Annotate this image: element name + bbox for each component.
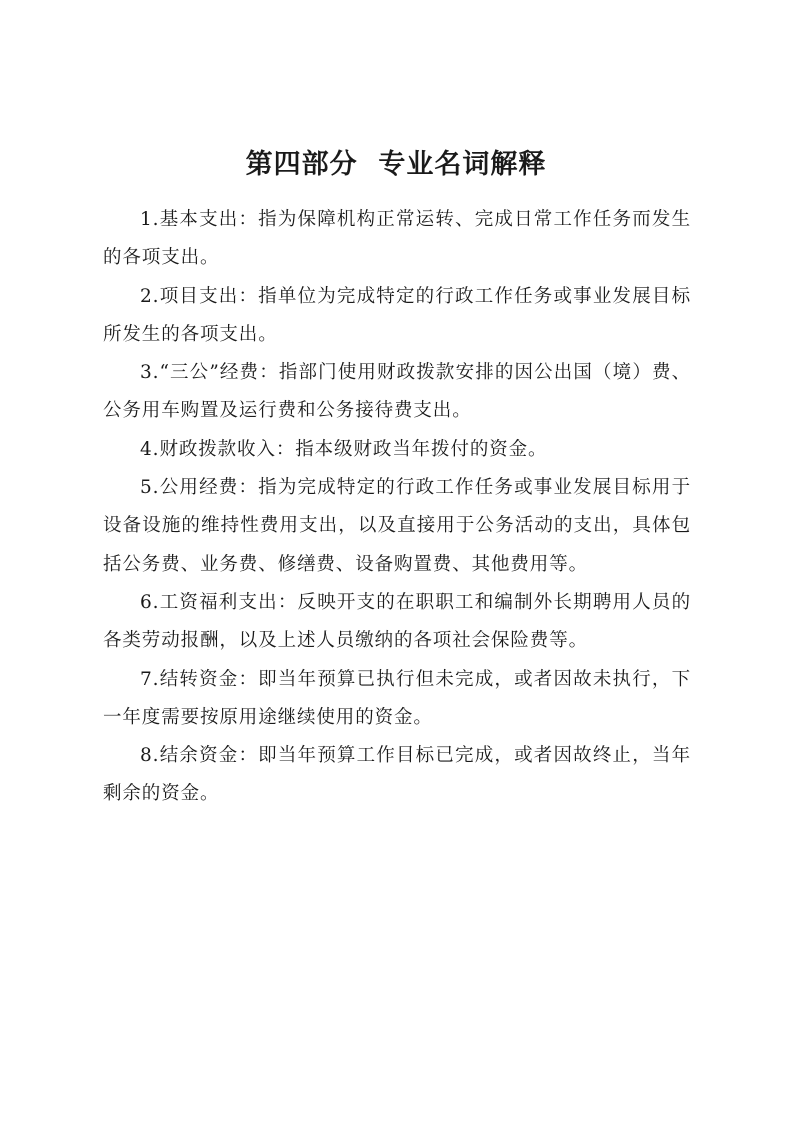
- glossary-item-surplus-funds: 8.结余资金：即当年预算工作目标已完成，或者因故终止，当年剩余的资金。: [103, 745, 691, 805]
- glossary-body: [103, 201, 691, 814]
- glossary-item-salary-welfare-expenditure: 6.工资福利支出：反映开支的在职职工和编制外长期聘用人员的各类劳动报酬，以及上述人员缴纳的各项社会保险费等。: [103, 591, 691, 652]
- glossary-item-three-public-funds: 3.“三公”经费：指部门使用财政拨款安排的因公出国（境）费、公务用车购置及运行费和公务接待费支出。: [103, 362, 691, 422]
- glossary-item-fiscal-appropriation-income: 4.财政拨款收入：指本级财政当年拨付的资金。: [140, 438, 548, 460]
- glossary-item-public-funds: 5.公用经费：指为完成特定的行政工作任务或事业发展目标用于设备设施的维持性费用支出，以及直接用于公务活动的支出，具体包括公务费、业务费、修缮费、设备购置费、其他费用等。: [103, 477, 691, 575]
- glossary-item-project-expenditure: 2.项目支出：指单位为完成特定的行政工作任务或事业发展目标所发生的各项支出。: [103, 285, 691, 345]
- glossary-item-basic-expenditure: 1.基本支出：指为保障机构正常运转、完成日常工作任务而发生的各项支出。: [103, 209, 691, 269]
- glossary-item-carryover-funds: 7.结转资金：即当年预算已执行但未完成，或者因故未执行，下一年度需要按原用途继续使用的资金。: [103, 668, 691, 728]
- page-title: 第四部分 专业名词解释: [245, 149, 547, 180]
